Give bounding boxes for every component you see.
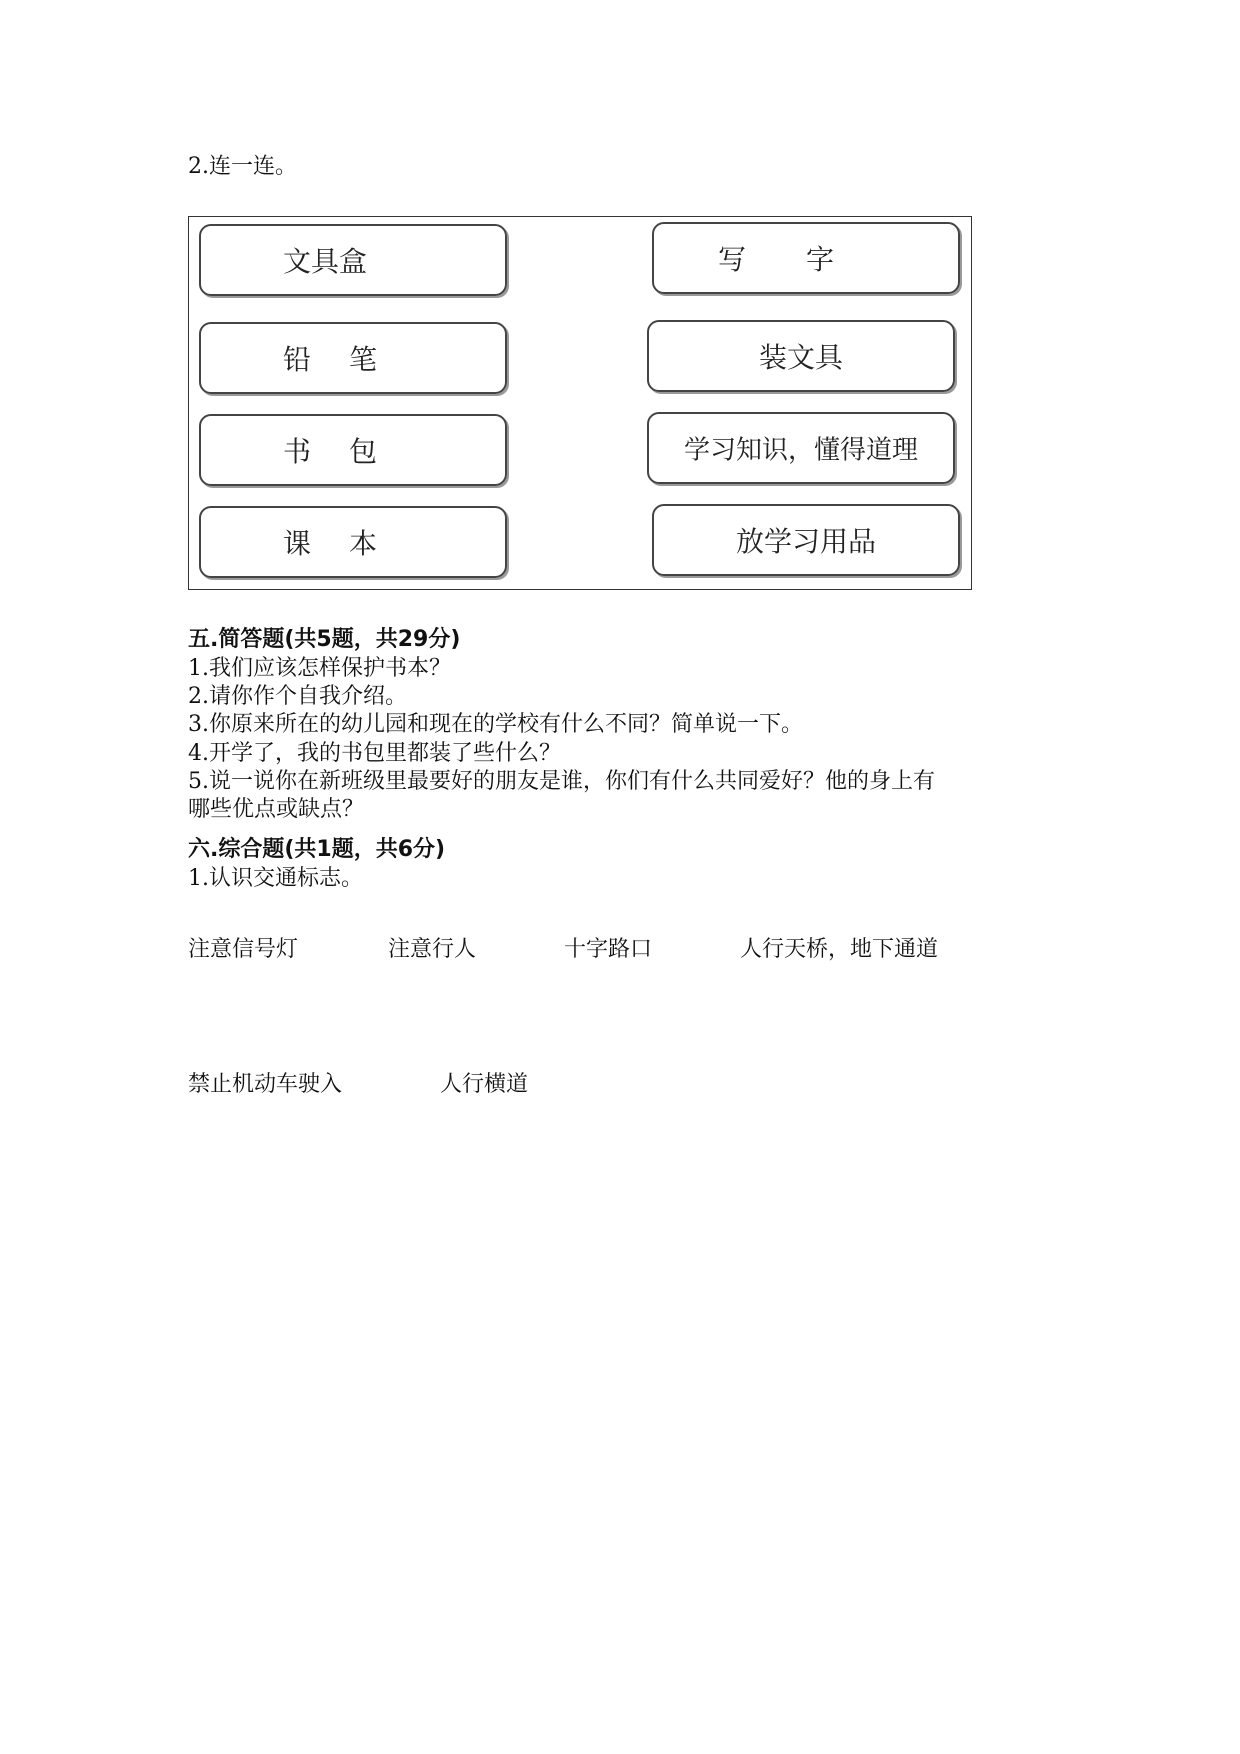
sign-label: 人行横道 [440, 1072, 529, 1097]
left-card-pencil[interactable] [199, 322, 507, 394]
question-line: 1.认识交通标志。 [188, 866, 363, 891]
section6-title: 六.综合题(共1题，共6分) [188, 837, 446, 862]
question-line: 2.请你作个自我介绍。 [188, 684, 407, 709]
question-line: 5.说一说你在新班级里最要好的朋友是谁，你们有什么共同爱好？他的身上有 [188, 769, 935, 794]
sign-label: 禁止机动车驶入 [188, 1072, 343, 1097]
right-card-label: 学习知识，懂得道理 [683, 435, 918, 466]
left-card-textbook[interactable] [199, 506, 507, 578]
question-line: 3.你原来所在的幼儿园和现在的学校有什么不同？简单说一下。 [188, 712, 803, 737]
right-card-label: 装文具 [758, 341, 843, 374]
left-card-label: 课本 [283, 527, 416, 560]
right-card-holds-stationery[interactable] [647, 320, 955, 392]
right-card-label: 写字 [717, 243, 894, 276]
question-line: 哪些优点或缺点？ [188, 797, 365, 822]
sign-label: 人行天桥，地下通道 [740, 937, 939, 962]
section5-title: 五.简答题(共5题，共29分) [188, 627, 461, 652]
left-card-pencil-case[interactable] [199, 224, 507, 296]
question-line: 4.开学了，我的书包里都装了些什么？ [188, 741, 561, 766]
right-card-writing[interactable] [652, 222, 960, 294]
sign-label: 注意信号灯 [188, 937, 299, 962]
left-card-label: 书包 [283, 435, 416, 468]
left-card-label: 文具盒 [283, 245, 368, 278]
left-card-schoolbag[interactable] [199, 414, 507, 486]
match-heading: 2.连一连。 [188, 154, 297, 179]
matching-frame [188, 216, 972, 590]
question-line: 1.我们应该怎样保护书本？ [188, 656, 451, 681]
right-card-learn-knowledge[interactable] [647, 412, 955, 484]
sign-label: 十字路口 [564, 937, 653, 962]
right-card-holds-supplies[interactable] [652, 504, 960, 576]
right-card-label: 放学习用品 [735, 525, 876, 558]
left-card-label: 铅笔 [283, 343, 416, 376]
sign-label: 注意行人 [388, 937, 477, 962]
